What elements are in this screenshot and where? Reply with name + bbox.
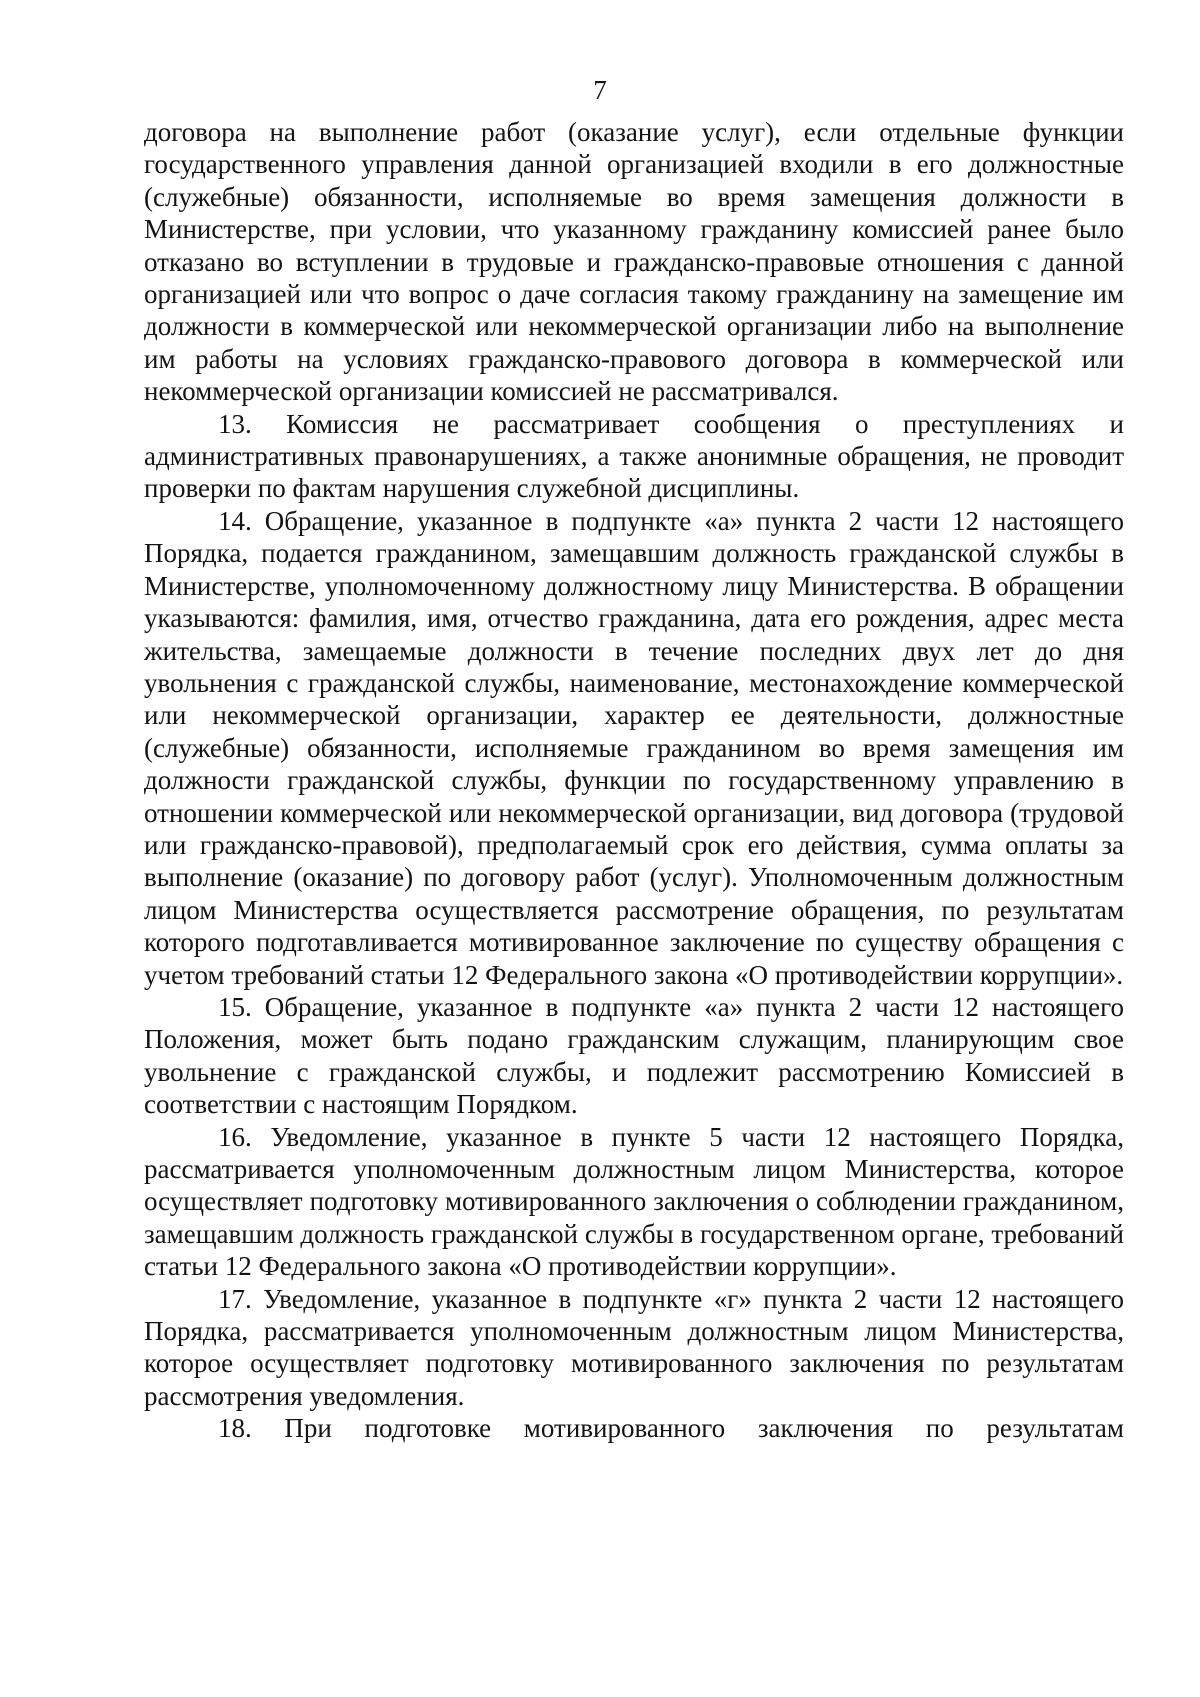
- paragraph-14: 14. Обращение, указанное в подпункте «а» пункта 2 части 12 настоящего Порядка, подается гражданином, замещавшим должность гражданской службы в Министерстве, уполномоченному должностному лицу Министерства. В обращении указываются: фамилия, имя, отчество гражданина, дата его рождения, адрес места жительства, замещаемые должности в течение последних двух лет до дня увольнения с гражданской службы, наименование, местонахождение коммерческой или некоммерческой организации, характер ее деятельности, должностные (служебные) обязанности, исполняемые гражданином во время замещения им должности гражданской службы, функции по государственному управлению в отношении коммерческой или некоммерческой организации, вид договора (трудовой или гражданско-правовой), предполагаемый срок его действия, сумма оплаты за выполнение (оказание) по договору работ (услуг). Уполномоченным должностным лицом Министерства осуществляется рассмотрение обращения, по результатам которого подготавливается мотивированное заключение по существу обращения с учетом требований статьи 12 Федерального закона «О противодействии коррупции».: [144, 505, 1124, 990]
- paragraph-18: 18. При подготовке мотивированного заключения по результатам: [218, 1413, 1124, 1444]
- paragraph-16: 16. Уведомление, указанное в пункте 5 части 12 настоящего Порядка, рассматривается уполномоченным должностным лицом Министерства, которое осуществляет подготовку мотивированного заключения о соблюдении гражданином, замещавшим должность гражданской службы в государственном органе, требований статьи 12 Федерального закона «О противодействии коррупции».: [144, 1121, 1124, 1282]
- document-body: [144, 116, 1124, 1445]
- page-number: 7: [593, 75, 607, 105]
- paragraph-continuation: договора на выполнение работ (оказание услуг), если отдельные функции государственного управления данной организацией входили в его должностные (служебные) обязанности, исполняемые во время замещения должности в Министерстве, при условии, что указанному гражданину комиссией ранее было отказано во вступлении в трудовые и гражданско-правовые отношения с данной организацией или что вопрос о даче согласия такому гражданину на замещение им должности в коммерческой или некоммерческой организации либо на выполнение им работы на условиях гражданско-правового договора в коммерческой или некоммерческой организации комиссией не рассматривался.: [144, 117, 1124, 407]
- paragraph-15: 15. Обращение, указанное в подпункте «а» пункта 2 части 12 настоящего Положения, может быть подано гражданским служащим, планирующим свое увольнение с гражданской службы, и подлежит рассмотрению Комиссией в соответствии с настоящим Порядком.: [144, 991, 1124, 1120]
- paragraph-13: 13. Комиссия не рассматривает сообщения о преступлениях и административных правонарушениях, а также анонимные обращения, не проводит проверки по фактам нарушения служебной дисциплины.: [144, 408, 1124, 504]
- paragraph-17: 17. Уведомление, указанное в подпункте «г» пункта 2 части 12 настоящего Порядка, рассматривается уполномоченным должностным лицом Министерства, которое осуществляет подготовку мотивированного заключения по результатам рассмотрения уведомления.: [144, 1283, 1124, 1411]
